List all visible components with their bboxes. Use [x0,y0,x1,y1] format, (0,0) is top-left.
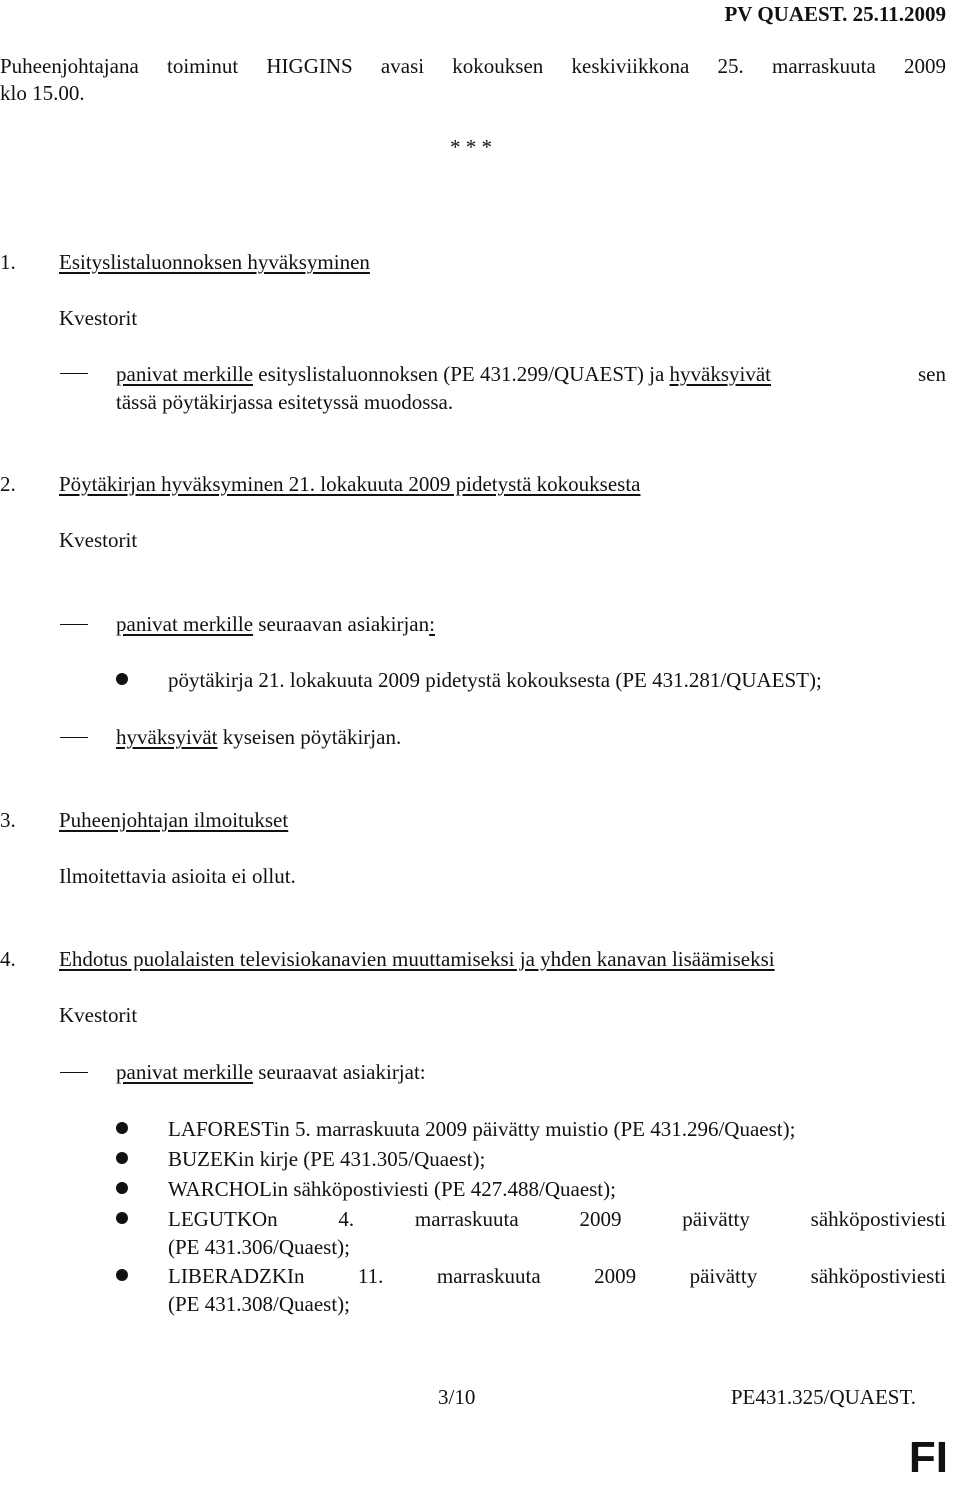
document-header: PV QUAEST. 25.11.2009 [724,2,946,26]
item-1-noted: panivat merkille [116,362,254,386]
dash-marker [60,1072,88,1073]
item-2-title: Pöytäkirjan hyväksyminen 21. lokakuuta 2009 pidetystä kokouksesta [59,472,641,496]
item-4-noted: panivat merkille [116,1060,254,1084]
bullet-marker [116,673,128,685]
item-2-bullet-1: pöytäkirja 21. lokakuuta 2009 pidetystä kokouksesta (PE 431.281/QUAEST); [168,668,822,692]
dash-marker [60,373,88,374]
dash-marker [60,624,88,625]
item-3-title: Puheenjohtajan ilmoitukset [59,808,289,832]
item-2-subject: Kvestorit [59,528,138,552]
dash-marker [60,737,88,738]
bullet-marker [116,1152,128,1164]
item-4-title: Ehdotus puolalaisten televisiokanavien muuttamiseksi ja yhden kanavan lisäämiseksi [59,947,775,971]
item-1-title: Esityslistaluonnoksen hyväksyminen [59,250,370,274]
item-2-number: 2. [0,472,16,496]
item-4-bullet-5: LIBERADZKIn 11. marraskuuta 2009 päivätty sähköpostiviesti [168,1264,946,1288]
item-2-approved: hyväksyivät [116,725,218,749]
item-3-number: 3. [0,808,16,832]
item-4-subject: Kvestorit [59,1003,138,1027]
item-4-bullet-1: LAFORESTin 5. marraskuuta 2009 päivätty muistio (PE 431.296/Quaest); [168,1117,796,1141]
item-4-bullet-5-cont: (PE 431.308/Quaest); [168,1292,350,1316]
intro-line-1: Puheenjohtajana toiminut HIGGINS avasi kokouksen keskiviikkona 25. marraskuuta 2009 [0,54,946,78]
item-1-action-line-2: tässä pöytäkirjassa esitetyssä muodossa. [116,390,454,414]
separator: * * * [450,135,492,159]
bullet-marker [116,1122,128,1134]
item-1-approved: hyväksyivät [669,362,772,386]
item-2-action-1-text: seuraavan asiakirjan [253,612,430,636]
item-4-bullet-4: LEGUTKOn 4. marraskuuta 2009 päivätty sähköpostiviesti [168,1207,946,1231]
bullet-marker [116,1182,128,1194]
item-2-action-1 [116,610,435,638]
intro-line-2: klo 15.00. [0,81,85,105]
item-4-number: 4. [0,947,16,971]
language-code: FI [908,1433,948,1482]
item-1-action-text: esityslistaluonnoksen (PE 431.299/QUAEST) ja [253,362,670,386]
item-3-text: Ilmoitettavia asioita ei ollut. [59,864,296,888]
item-2-action-2 [116,723,401,751]
item-1-action-line-1 [116,360,946,388]
item-2-noted: panivat merkille [116,612,254,636]
document-reference: PE431.325/QUAEST. [730,1385,916,1409]
item-1-number: 1. [0,250,16,274]
item-4-bullet-2: BUZEKin kirje (PE 431.305/Quaest); [168,1147,486,1171]
page-number: 3/10 [438,1385,476,1409]
item-4-bullet-3: WARCHOLin sähköpostiviesti (PE 427.488/Quaest); [168,1177,616,1201]
item-1-action-end: sen [918,362,946,386]
item-2-action-1-colon: : [429,612,435,636]
item-2-action-2-text: kyseisen pöytäkirjan. [217,725,402,749]
item-4-action-text: seuraavat asiakirjat: [253,1060,426,1084]
bullet-marker [116,1212,128,1224]
item-4-bullet-4-cont: (PE 431.306/Quaest); [168,1235,350,1259]
bullet-marker [116,1269,128,1281]
item-4-action [116,1058,426,1086]
item-1-subject: Kvestorit [59,306,138,330]
